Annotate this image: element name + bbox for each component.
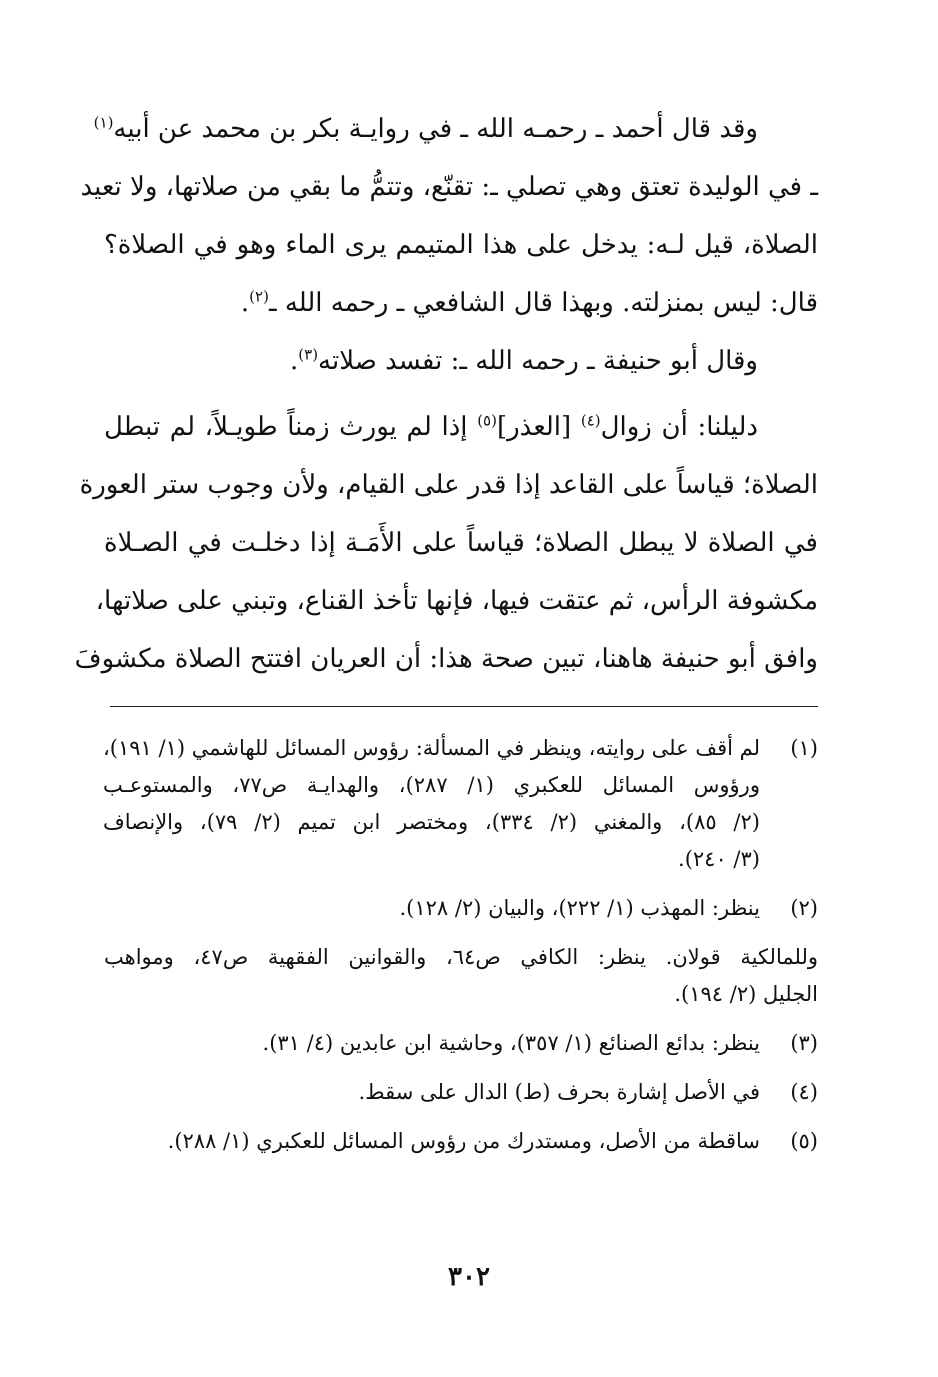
- footnote-1: [104, 730, 818, 878]
- footnote-3: [104, 1025, 818, 1062]
- footnote-line: (٢/ ٨٥)، والمغني (٢/ ٣٣٤)، ومختصر ابن تميم (٢/ ٧٩)، والإنصاف: [102, 810, 760, 834]
- footnote-ref-4[interactable]: (٤): [580, 411, 601, 430]
- main-line-1: وقد قال أحمد ـ رحمـه الله ـ في روايـة بكر بن محمد عن أبيه$^{(١)}$: [93, 113, 758, 144]
- footnote-ref-2[interactable]: (٢): [249, 287, 269, 306]
- footnote-ref-5[interactable]: (٥): [477, 411, 497, 430]
- footnote-2-continuation: [104, 939, 818, 1013]
- main-line-9: مكشوفة الرأس، ثم عتقت فيها، فإنها تأخذ القناع، وتبني على صلاتها،: [95, 586, 818, 616]
- footnote-5: [104, 1123, 818, 1160]
- footnote-ref-3[interactable]: (٣): [298, 345, 319, 364]
- footnote-4: [104, 1074, 818, 1111]
- footnote-2: [104, 890, 818, 927]
- footnote-line: وللمالكية قولان. ينظر: الكافي ص٦٤، والقوانين الفقهية ص٤٧، ومواهب: [104, 945, 818, 969]
- main-line-10: وافق أبو حنيفة هاهنا، تبين صحة هذا: أن العريان افتتح الصلاة مكشوفَ: [74, 644, 818, 674]
- footnote-line: ينظر: المهذب (١/ ٢٢٢)، والبيان (٢/ ١٢٨).: [399, 896, 760, 920]
- main-line-5: وقال أبو حنيفة ـ رحمه الله ـ: تفسد صلاته$^{(٣)}$.: [290, 345, 758, 376]
- footnote-line: لم أقف على روايته، وينظر في المسألة: رؤوس المسائل للهاشمي (١/ ١٩١)،: [102, 736, 760, 760]
- main-line-4: قال: ليس بمنزلته. وبهذا قال الشافعي ـ رحمه الله ـ$^{(٢)}$.: [240, 287, 818, 318]
- main-line-2: ـ في الوليدة تعتق وهي تصلي ـ: تقنّع، وتتمُّ ما بقي من صلاتها، ولا تعيد: [80, 172, 818, 202]
- footnote-number: (١): [790, 736, 818, 760]
- main-line-7: الصلاة؛ قياساً على القاعد إذا قدر على القيام، ولأن وجوب ستر العورة: [79, 470, 818, 500]
- footnote-ref-1[interactable]: (١): [93, 113, 114, 132]
- footnote-number: (٥): [790, 1129, 818, 1153]
- footnote-line: في الأصل إشارة بحرف (ط) الدال على سقط.: [358, 1080, 760, 1104]
- footnote-line: الجليل (٢/ ١٩٤).: [674, 982, 818, 1006]
- footnote-number: (٢): [790, 896, 818, 920]
- main-line-8: في الصلاة لا يبطل الصلاة؛ قياساً على الأَمَـة إذا دخلـت في الصـلاة: [104, 528, 818, 558]
- footnote-number: (٤): [790, 1080, 818, 1104]
- footnote-separator: [110, 706, 818, 707]
- main-line-3: الصلاة، قيل لـه: يدخل على هذا المتيمم يرى الماء وهو في الصلاة؟: [104, 230, 818, 260]
- footnotes: [104, 730, 818, 1160]
- footnote-line: ساقطة من الأصل، ومستدرك من رؤوس المسائل للعكبري (١/ ٢٨٨).: [167, 1129, 760, 1153]
- footnote-line: (٣/ ٢٤٠).: [678, 847, 760, 871]
- main-text: [74, 100, 818, 688]
- page-number: ٣٠٢: [448, 1262, 490, 1292]
- footnote-number: (٣): [790, 1031, 818, 1055]
- footnote-line: ورؤوس المسائل للعكبري (١/ ٢٨٧)، والهدايـة ص٧٧، والمستوعـب: [102, 773, 760, 797]
- footnote-line: ينظر: بدائع الصنائع (١/ ٣٥٧)، وحاشية ابن عابدين (٤/ ٣١).: [262, 1031, 760, 1055]
- main-line-6: دليلنا: أن زوال$^{(٤)}$ [العذر]$^{(٥)}$ إذا لم يورث زمناً طويـلاً، لم تبطل: [104, 411, 759, 442]
